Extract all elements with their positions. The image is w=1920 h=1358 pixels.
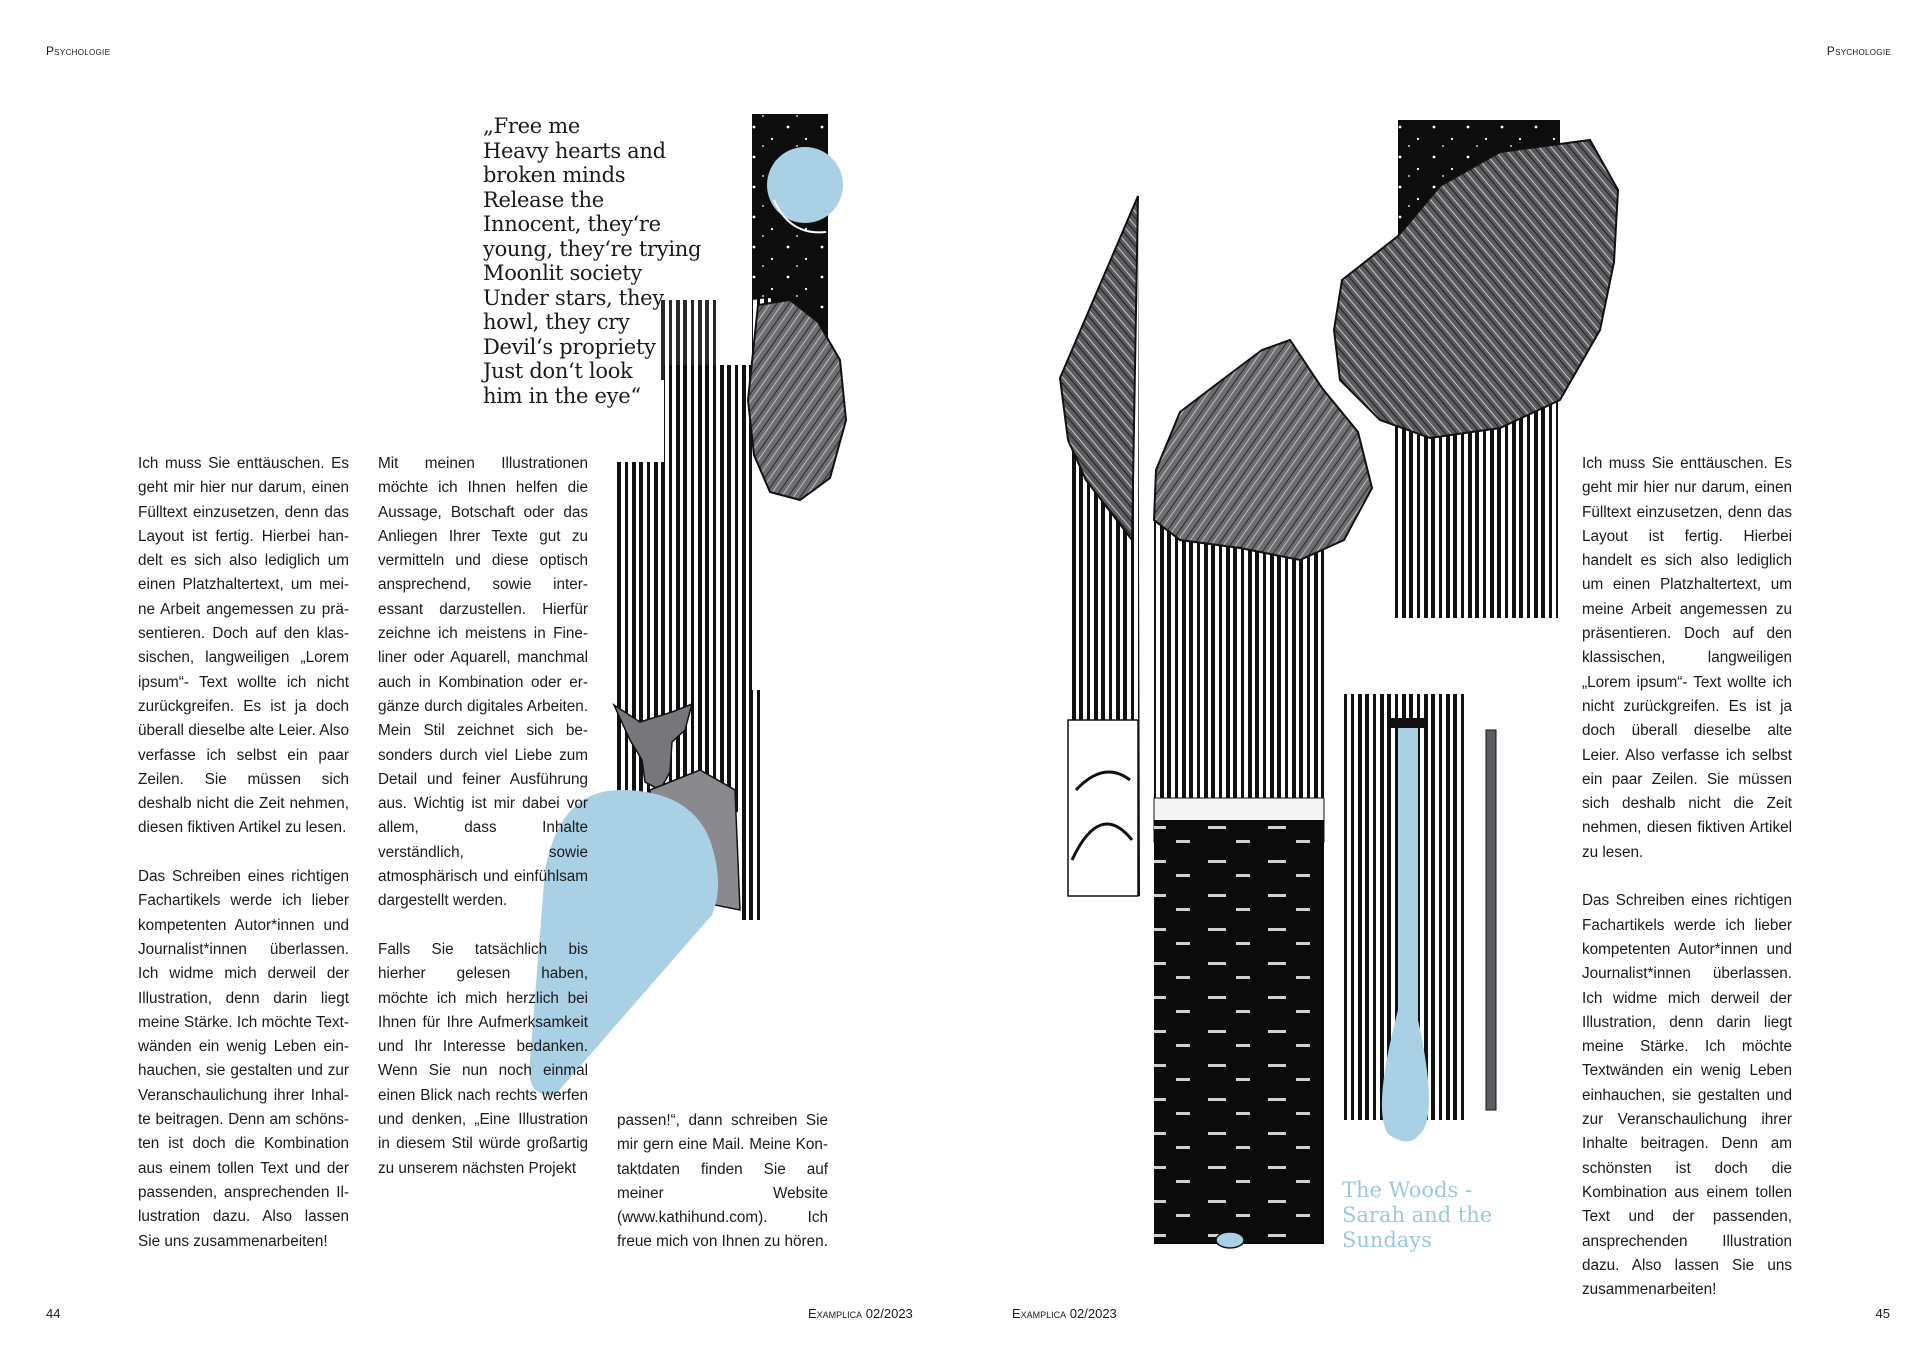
magazine-issue-left: Examplica 02/2023 [808,1306,913,1321]
body-paragraph: passen!“, dann schreiben Sie mir gern eine Mail. Meine Kontaktdaten finden Sie auf meiner Website (www.kathihund.com). Ich freue mich von Ihnen zu hören. [617,1112,828,1251]
waterfall-panel [1344,694,1464,1142]
body-paragraph: Mit meinen Illustrationen möchte ich Ihnen helfen die Aussage, Botschaft oder das Anliegen Ihrer Texte gut zu vermitteln und diese optisch ansprechend, sowie interessant darzustellen. Hierfür zeichne ich meistens in Fineliner oder Aquarell, manchmal auch in Kombination oder ergänze durch digitales Arbeiten. Mein Stil zeichnet sich besonders durch viel Liebe zum Detail und feiner Ausführung aus. Wichtig ist mir dabei vor allem, dass Inhalte verständlich, sowie atmosphärisch und einfühlsam dargestellt werden. [378,455,588,910]
caption-line: Sundays [1342,1228,1433,1252]
body-paragraph: Ich muss Sie enttäuschen. Es geht mir hier nur darum, einen Fülltext einzusetzen, denn das Layout ist fertig. Hierbei handelt es sich also lediglich um einen Platzhaltertext, um meine Arbeit angemessen zu präsentieren. Doch auf den klassischen, langweiligen „Lorem ipsum“- Text wollte ich nicht zurückgreifen. Es ist ja doch überall dieselbe alte Leier. Also verfasse ich selbst ein paar Zeilen. Sie müssen sich deshalb nicht die Zeit nehmen, diesen fiktiven Artikel zu lesen. [138,455,349,837]
quote-line: young, they‘re trying [483,236,702,261]
quote-line: Under stars, they [483,285,664,310]
left-page-column-3 [617,1109,828,1255]
page-number-right: 45 [1875,1306,1890,1321]
quote-line: him in the eye“ [483,383,641,408]
standing-pole [1486,730,1496,1110]
rock-blue [1216,1232,1244,1248]
left-page-column-1 [138,452,349,1254]
quote-line: Devil‘s propriety [483,334,656,359]
quote-line: broken minds [483,163,626,187]
quote-line: „Free me [483,114,580,138]
body-paragraph: Falls Sie tatsächlich bis hierher gelesen haben, möchte ich mich herzlich bei Ihnen für Ihre Aufmerksamkeit und Ihr Interesse bedanken. Wenn Sie nun noch einmal einen Blick nach rechts werfen und denken, „Eine Illustration in diesem Stil würde großartig zu unserem nächsten Projekt [378,940,588,1177]
section-header-left: Psychologie [46,44,111,58]
foliage-cluster-right [1334,140,1618,438]
quote-line: Just don‘t look [483,359,633,383]
quote-line: Moonlit society [483,261,642,285]
illustration-caption [1342,1178,1492,1253]
quote-line: Innocent, they‘re [483,212,661,236]
thin-forest-panel [1060,196,1140,896]
central-forest-panel [1154,510,1324,1244]
quote-line: Release the [483,187,604,212]
right-page-column-1 [1582,452,1792,1302]
body-paragraph: Ich muss Sie enttäuschen. Es geht mir hier nur darum, einen Fülltext einzusetzen, denn das Layout ist fertig. Hierbei handelt es sich also lediglich um einen Platzhaltertext, um meine Arbeit angemessen zu präsentieren. Doch auf den klassischen, langweiligen „Lorem ipsum“- Text wollte ich nicht zurückgreifen. Es ist ja doch überall dieselbe alte Leier. Also verfasse ich selbst ein paar Zeilen. Sie müssen sich deshalb nicht die Zeit nehmen, diesen fiktiven Artikel zu lesen. [1582,455,1792,861]
magazine-issue-right: Examplica 02/2023 [1012,1306,1117,1321]
quote-line: howl, they cry [483,310,630,334]
caption-line: The Woods - [1342,1178,1473,1202]
left-page-column-2 [378,452,588,1181]
section-header-right: Psychologie [1826,44,1891,58]
page-number-left: 44 [46,1306,61,1321]
body-paragraph: Das Schreiben eines richtigen Fachartikels werde ich lieber kompetenten Autor*innen und Journalist*innen überlassen. Ich widme mich derweil der Illustration, denn darin liegt meine Stärke. Ich möchte Textwänden ein wenig Leben einhauchen, sie gestalten und zur Veranschaulichung ihrer Inhalte beitragen. Denn am schönsten ist doch die Kombination aus einem tollen Text und der passenden, ansprechenden Illustration dazu. Also lassen Sie uns zusammenarbeiten! [1582,892,1792,1299]
caption-line: Sarah and the [1342,1203,1493,1227]
foliage-cluster-left [748,300,846,500]
body-paragraph: Das Schreiben eines richtigen Fachartikels werde ich lieber kompetenten Autor*innen und Journalist*innen überlassen. Ich widme mich derweil der Illustration, denn darin liegt meine Stärke. Ich möchte Textwänden ein wenig Leben einhauchen, sie gestalten und zur Veranschaulichung ihrer Inhalte beitragen. Denn am schönsten ist doch die Kombination aus einem tollen Text und der passenden, ansprechenden Illustration dazu. Also lassen Sie uns zusammenarbeiten! [138,868,349,1250]
song-lyric-quote [483,114,701,408]
quote-line: Heavy hearts and [483,138,666,163]
